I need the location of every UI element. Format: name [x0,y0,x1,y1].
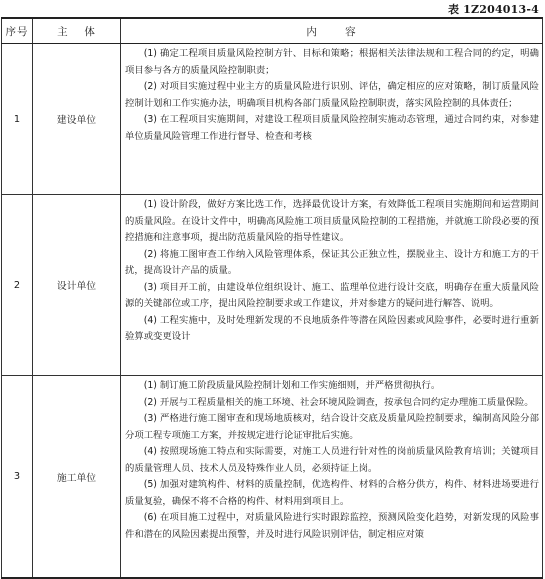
row-content [121,376,543,579]
table-caption: 表 1Z204013-4 [447,3,539,16]
row-seq: 2 [2,195,33,376]
header-subject: 主 体 [33,18,121,44]
responsibility-table [1,17,543,579]
content-paragraph: (4) 按照现场施工特点和实际需要，对施工人员进行针对性的岗前质量风险教育培训；关键项目的质量管理人员、技术人员及特殊作业人员，必须持证上岗。 [125,446,539,474]
header-content: 内 容 [121,18,543,44]
row-subject: 施工单位 [33,376,121,579]
row-subject: 建设单位 [33,44,121,195]
content-paragraph: (3) 在工程项目实施期间，对建设工程项目质量风险控制实施动态管理，通过合同约束，对参建单位质量风险管理工作进行督导、检查和考核 [125,114,539,142]
content-paragraph: (4) 工程实施中，及时处理新发现的不良地质条件等潜在风险因素或风险事件，必要时进行重新验算或变更设计 [125,314,539,342]
content-paragraph: (2) 开展与工程质量相关的施工环境、社会环境风险调查，按承包合同约定办理施工质量保险。 [143,396,534,408]
table-row [2,195,543,376]
row-content [121,44,543,195]
row-seq: 3 [2,376,33,579]
table-row [2,376,543,579]
table-header-row [2,18,543,44]
content-paragraph: (3) 严格进行施工图审查和现场地质核对，结合设计交底及质量风险控制要求，编制高风险分部分项工程专项施工方案，并按规定进行论证审批后实施。 [125,413,539,441]
row-seq: 1 [2,44,33,195]
content-paragraph: (2) 将施工图审查工作纳入风险管理体系，保证其公正独立性，摆脱业主、设计方和施工方的干扰，提高设计产品的质量。 [125,248,539,276]
content-paragraph: (6) 在项目施工过程中，对质量风险进行实时跟踪监控，预测风险变化趋势，对新发现的风险事件和潜在的风险因素提出预警，并及时进行风险识别评估，制定相应对策 [125,512,539,540]
table-row [2,44,543,195]
content-paragraph: (1) 制订施工阶段质量风险控制计划和工作实施细则，并严格贯彻执行。 [143,380,441,391]
content-paragraph: (3) 项目开工前，由建设单位组织设计、施工、监理单位进行设计交底，明确存在重大质量风险源的关键部位或工序，提出风险控制要求或工作建议，并对参建方的疑问进行解答、说明。 [125,281,539,309]
content-paragraph: (2) 对项目实施过程中业主方的质量风险进行识别、评估，确定相应的应对策略，制订质量风险控制计划和工作实施办法，明确项目机构各部门质量风险控制职责，落实风险控制的具体责任； [125,81,539,109]
row-content [121,195,543,376]
content-paragraph: (1) 确定工程项目质量风险控制方针、目标和策略；根据相关法律法规和工程合同的约定，明确项目参与各方的质量风险控制职责； [125,48,539,76]
header-seq: 序号 [2,18,33,44]
row-subject: 设计单位 [33,195,121,376]
content-paragraph: (1) 设计阶段，做好方案比选工作，选择最优设计方案，有效降低工程项目实施期间和运营期间的质量风险。在设计文件中，明确高风险施工项目质量风险控制的工程措施，并就施工阶段必要的预控措施和注意事项，提出防范质量风险的指导性建议。 [125,199,539,243]
content-paragraph: (5) 加强对建筑构件、材料的质量控制，优选构件、材料的合格分供方，构件、材料进场要进行质量复验，确保不将不合格的构件、材料用到项目上。 [125,479,539,507]
